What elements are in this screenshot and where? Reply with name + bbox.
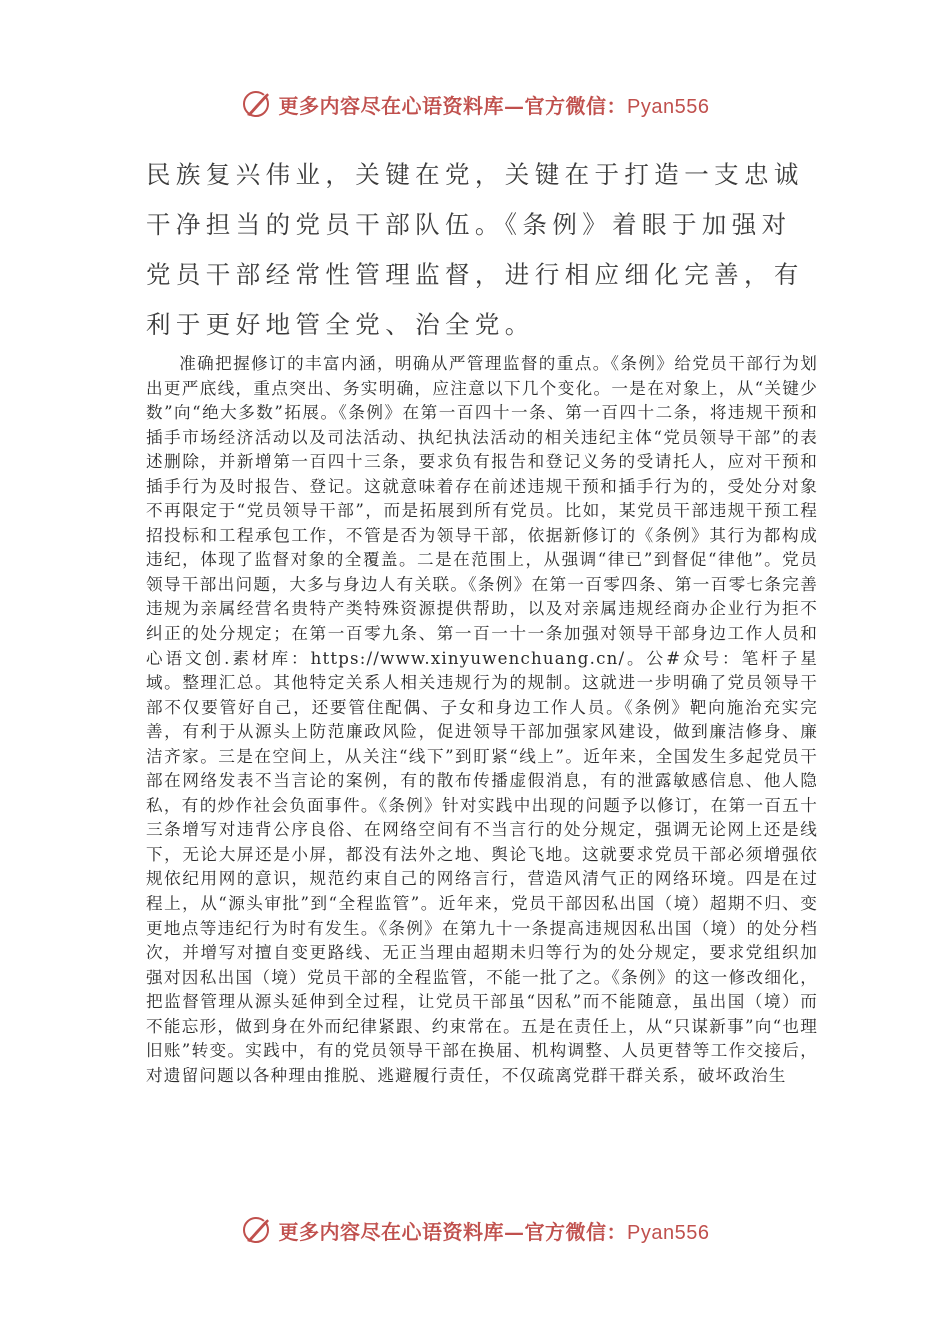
quill-pen-logo-icon (241, 88, 273, 120)
header-banner-text: 更多内容尽在心语资料库—官方微信：Pyan556 (278, 93, 710, 118)
body-paragraph-block (146, 352, 818, 1088)
body-paragraph: 准确把握修订的丰富内涵，明确从严管理监督的重点。《条例》给党员干部行为划出更严底线，重点突出、务实明确，应注意以下几个变化。一是在对象上，从“关键少数”向“绝大多数”拓展。《条例》在第一百四十一条、第一百四十二条，将违规干预和插手市场经济活动以及司法活动、执纪执法活动的相关违纪主体“党员领导干部”的表述删除，并新增第一百四十三条，要求负有报告和登记义务的受请托人，应对干预和插手行为及时报告、登记。这就意味着存在前述违规干预和插手行为的，受处分对象不再限定于“党员领导干部”，而是拓展到所有党员。比如，某党员干部违规干预工程招投标和工程承包工作，不管是否为领导干部，依据新修订的《条例》其行为都构成违纪，体现了监督对象的全覆盖。二是在范围上，从强调“律已”到督促“律他”。党员领导干部出问题，大多与身边人有关联。《条例》在第一百零四条、第一百零七条完善违规为亲属经营名贵特产类特殊资源提供帮助，以及对亲属违规经商办企业行为拒不纠正的处分规定；在第一百零九条、第一百一十一条加强对领导干部身边工作人员和心语文创.素材库：https://www.xinyuwenchuang.cn/。公#众号：笔杆子星域。整理汇总。其他特定关系人相关违规行为的规制。这就进一步明确了党员领导干部不仅要管好自己，还要管住配偶、子女和身边工作人员。《条例》靶向施治充实完善，有利于从源头上防范廉政风险，促进领导干部加强家风建设，做到廉洁修身、廉洁齐家。三是在空间上，从关注“线下”到盯紧“线上”。近年来，全国发生多起党员干部在网络发表不当言论的案例，有的散布传播虚假消息，有的泄露敏感信息、他人隐私，有的炒作社会负面事件。《条例》针对实践中出现的问题予以修订，在第一百五十三条增写对违背公序良俗、在网络空间有不当言行的处分规定，强调无论网上还是线下，无论大屏还是小屏，都没有法外之地、舆论飞地。这就要求党员干部必须增强依规依纪用网的意识，规范约束自己的网络言行，营造风清气正的网络环境。四是在过程上，从“源头审批”到“全程监管”。近年来，党员干部因私出国（境）超期不归、变更地点等违纪行为时有发生。《条例》在第九十一条提高违规因私出国（境）的处分档次，并增写对擅自变更路线、无正当理由超期未归等行为的处分规定，要求党组织加强对因私出国（境）党员干部的全程监管，不能一批了之。《条例》的这一修改细化，把监督管理从源头延伸到全过程，让党员干部虽“因私”而不能随意，虽出国（境）而不能忘形，做到身在外而纪律紧跟、约束常在。五是在责任上，从“只谋新事”向“也理旧账”转变。实践中，有的党员领导干部在换届、机构调整、人员更替等工作交接后，对遗留问题以各种理由推脱、逃避履行责任，不仅疏离党群干群关系，破坏政治生 (146, 354, 818, 1085)
lead-paragraph-block (146, 150, 816, 350)
lead-paragraph: 民族复兴伟业，关键在党，关键在于打造一支忠诚干净担当的党员干部队伍。《条例》着眼于加强对党员干部经常性管理监督，进行相应细化完善，有利于更好地管全党、治全党。 (146, 160, 804, 339)
footer-banner-text: 更多内容尽在心语资料库—官方微信：Pyan556 (278, 1219, 710, 1244)
footer-banner (0, 1210, 950, 1250)
wechat-id: Pyan556 (627, 1221, 710, 1244)
quill-pen-logo-icon (241, 1214, 273, 1246)
header-banner (0, 84, 950, 124)
wechat-id: Pyan556 (627, 95, 710, 118)
